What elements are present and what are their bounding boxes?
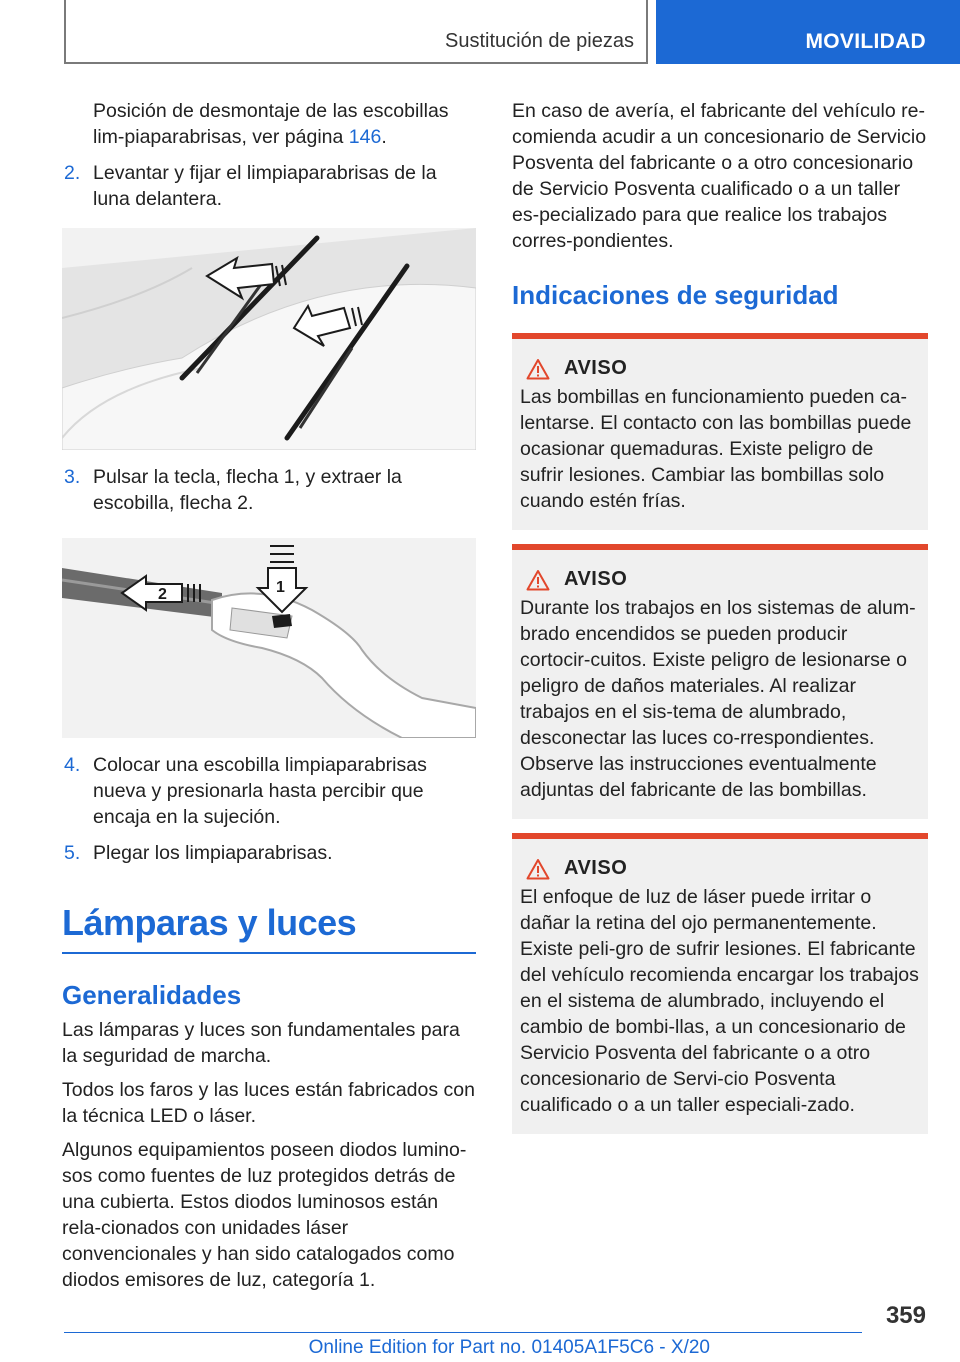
step-number: 5.	[64, 842, 81, 864]
wiper-blade-release-illustration	[62, 538, 476, 738]
warning-label: AVISO	[564, 357, 628, 379]
page-number: 359	[885, 1302, 926, 1329]
paragraph: Todos los faros y las luces están fabricados con la técnica LED o láser.	[62, 1079, 475, 1127]
arrow-label-2: 2	[158, 586, 167, 603]
step-text: Pulsar la tecla, flecha 1, y extraer la escobilla, flecha 2.	[93, 466, 402, 514]
warning-text: El enfoque de luz de láser puede irritar o dañar la retina del ojo permanentemente. Existe peli-gro de sufrir lesiones. El fabricante del vehículo recomienda encargar los trabajos en el sistema de alumbrado, incluyendo el cambio de bombi-llas, a un concesionario de Servicio Posventa del fabricante o a otro concesionario de Servi-cio Posventa cualificado o a un taller especiali-zado.	[520, 886, 919, 1116]
warning-title	[526, 357, 920, 380]
wiper-raise-illustration	[62, 228, 476, 450]
page-link[interactable]: 146	[348, 126, 382, 148]
step-number: 4.	[64, 754, 81, 776]
step-text: Plegar los limpiaparabrisas.	[93, 842, 333, 864]
warning-box	[512, 544, 928, 819]
paragraph: Las lámparas y luces son fundamentales para la seguridad de marcha.	[62, 1019, 460, 1067]
warning-triangle-icon	[526, 569, 550, 591]
warning-text: Durante los trabajos en los sistemas de alum-brado encendidos se pueden producir cortocir-cuitos. Existe peligro de lesionarse o peligro de daños materiales. Al realizar trabajos en el sis-tema de alumbrado, desconectar las luces co-rrespondientes. Observe las instrucciones eventualmente adjuntas del fabricante de las bombillas.	[520, 597, 916, 801]
step-text: Levantar y fijar el limpiaparabrisas de la luna delantera.	[93, 162, 437, 210]
left-column	[62, 98, 476, 1293]
step-number: 3.	[64, 466, 81, 488]
section-title: Sustitución de piezas	[444, 30, 634, 52]
header-chapter-tab	[656, 0, 960, 64]
header-section-tab	[64, 0, 648, 64]
chapter-title: MOVILIDAD	[805, 30, 926, 53]
warning-label: AVISO	[564, 857, 628, 879]
warning-triangle-icon	[526, 358, 550, 380]
arrow-label-1: 1	[276, 579, 285, 596]
warning-box	[512, 833, 928, 1134]
section-heading: Generalidades	[62, 980, 242, 1010]
warning-title	[526, 568, 920, 591]
edition-note: Online Edition for Part no. 01405A1F5C6 - X/20	[308, 1337, 710, 1358]
step-2	[62, 160, 476, 212]
warning-text: Las bombillas en funcionamiento pueden ca-lentarse. El contacto con las bombillas puede ocasionar quemaduras. Existe peligro de sufrir lesiones. Cambiar las bombillas solo cuando estén frías.	[520, 386, 912, 512]
right-column	[512, 98, 928, 1134]
footer-divider	[64, 1332, 862, 1333]
paragraph: Algunos equipamientos poseen diodos lumino-sos como fuentes de luz protegidos detrás de una cubierta. Estos diodos luminosos están rela-cionados con unidades láser convencionales y han sido catalogados como diodos emisores de luz, categoría 1.	[62, 1139, 467, 1291]
step-3	[62, 464, 476, 516]
step-number: 2.	[64, 162, 81, 184]
step-4	[62, 752, 476, 830]
warning-box	[512, 333, 928, 530]
warning-title	[526, 857, 920, 880]
chapter-heading: Lámparas y luces	[62, 902, 476, 954]
intro-paragraph: En caso de avería, el fabricante del vehículo re-comienda acudir a un concesionario de Servicio Posventa del fabricante o a otro concesionario de Servicio Posventa cualificado o a un taller es-pecializado para que realice los trabajos corres-pondientes.	[512, 100, 927, 252]
safety-heading: Indicaciones de seguridad	[512, 280, 839, 310]
step-5	[62, 840, 476, 866]
warning-label: AVISO	[564, 568, 628, 590]
intro-paragraph: Posición de desmontaje de las escobillas lim-piaparabrisas, ver página 146.	[93, 100, 449, 148]
warning-triangle-icon	[526, 858, 550, 880]
step-text: Colocar una escobilla limpiaparabrisas nueva y presionarla hasta percibir que encaja en la sujeción.	[93, 754, 427, 828]
